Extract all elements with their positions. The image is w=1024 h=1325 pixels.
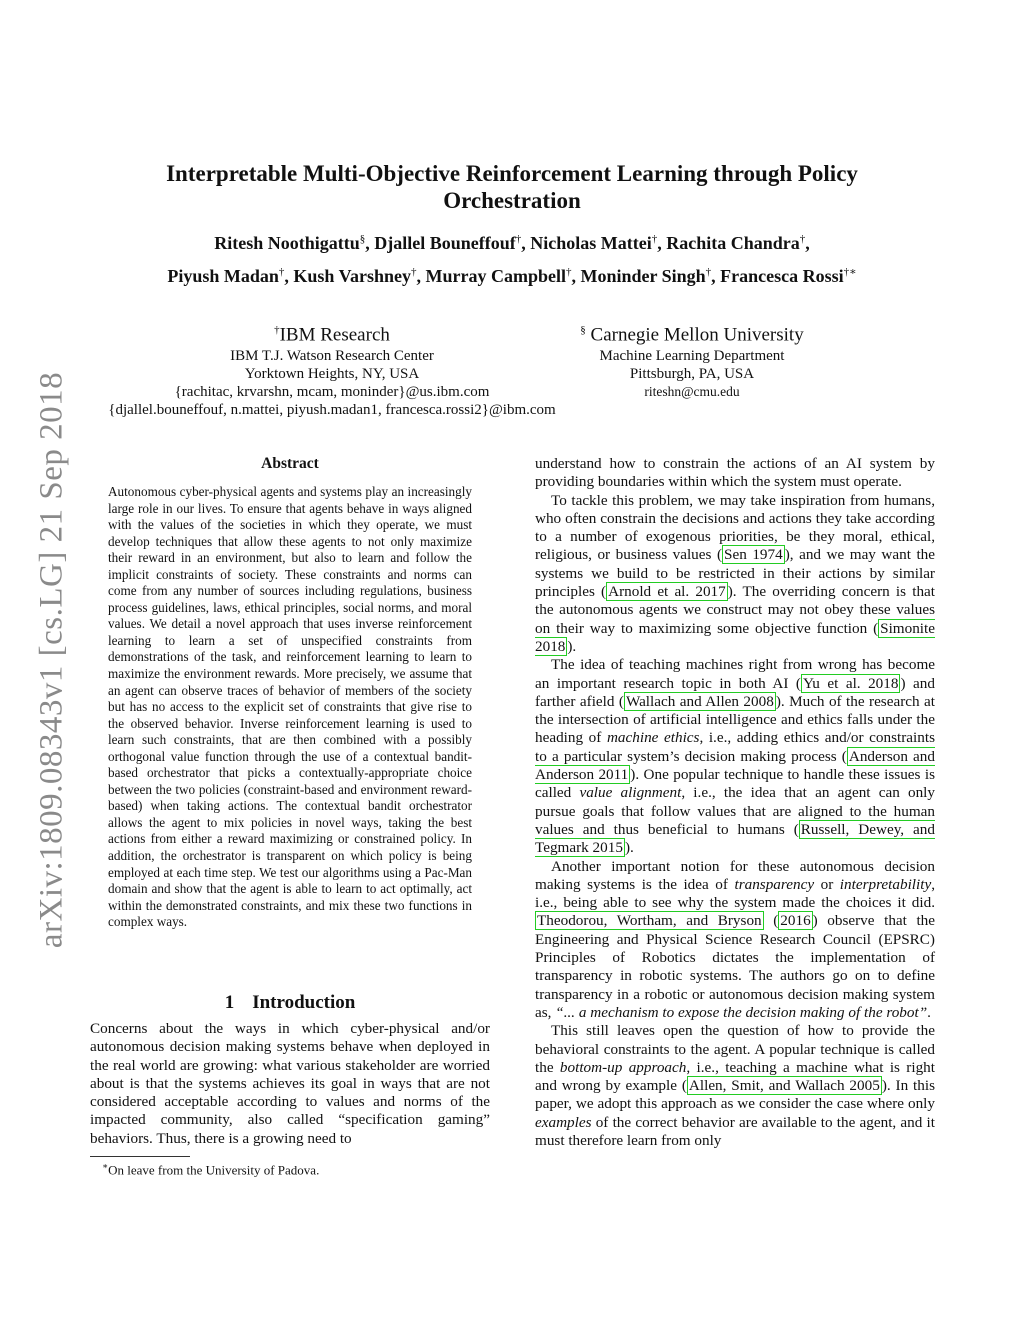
- affiliation-mark: †∗: [843, 266, 857, 278]
- author-name: Francesca Rossi: [720, 266, 844, 286]
- affiliation-email: riteshn@cmu.edu: [644, 384, 740, 400]
- footnote-text: On leave from the University of Padova.: [108, 1162, 320, 1178]
- citation-link[interactable]: Arnold et al. 2017: [608, 583, 726, 601]
- affiliation-line: Pittsburgh, PA, USA: [629, 366, 755, 383]
- affiliation-email: {rachitac, krvarshn, mcam, moninder}@us.ibm.com: [174, 384, 490, 401]
- citation-link[interactable]: Anderson and Anderson 2011: [535, 747, 935, 784]
- paper-title: Interpretable Multi-Objective Reinforcement Learning through Policy Orchestration: [166, 161, 858, 213]
- section-number: 1: [224, 992, 235, 1013]
- abstract-text: Autonomous cyber-physical agents and systems play an increasingly large role in our lives. To ensure that agents behave in ways aligned with the values of the societies in which they operate, we must develop techniques that allow these agents to not only maximize their reward in an environment, but also to learn and follow the implicit constraints of society. These constraints and norms can come from any number of sources including regulations, business process guidelines, laws, ethical principles, social norms, and moral values. We detail a novel approach that uses inverse reinforcement learning to learn a set of unspecified constraints from demonstrations of the task, and reinforcement learning to learn to maximize the environment rewards. More precisely, we assume that an agent can observe traces of behavior of members of the society but has no access to the explicit set of constraints that give rise to the observed behavior. Inverse reinforcement learning is used to learn such constraints, that are then combined with a possibly orthogonal value function through the use of a contextual bandit-based orchestrator that picks a contextually-appropriate choice between the two policies (constraint-based and environment reward-based) when taking actions. The contextual bandit orchestrator allows the agent to mix policies in novel ways, taking the best actions from either a reward maximizing or constrained policy. In addition, the orchestrator is transparent on which policy is being employed at each time step. We test our algorithms using a Pac-Man domain and show that the agent is able to learn to act optimally, act within the demonstrated constraints, and mix these two functions in complex ways.: [108, 484, 472, 930]
- citation-link[interactable]: Yu et al. 2018: [802, 674, 899, 692]
- affiliation-name: IBM Research: [279, 324, 390, 346]
- affiliation-mark: †: [799, 233, 806, 245]
- author-name: Kush Varshney: [293, 266, 411, 286]
- author-name: Piyush Madan: [167, 266, 279, 286]
- author-name: Djallel Bouneffouf: [374, 233, 516, 253]
- footnote-mark: ∗: [102, 1161, 109, 1171]
- citation-link[interactable]: Theodorou, Wortham, and Bryson: [537, 912, 762, 930]
- paragraph: The idea of teaching machines right from wrong has become an important research topic in both AI ( Yu et al. 2018 ) and farther afield ( Wallach and Allen 2008 ). Much of the research at the intersection of artificial intelligence and ethics falls under the heading of machine ethics, i.e., adding ethics and/or constraints to a particular system’s decision making process ( Anderson and Anderson 2011 ). One popular technique to handle these issues is called value alignment, i.e., the idea that an agent can only pursue goals that follow values that are aligned to the human values and thus beneficial to humans ( Russell, Dewey, and Tegmark 2015 ).: [535, 656, 935, 857]
- affiliation-mark: †: [705, 266, 712, 278]
- author-line-2: Piyush Madan†, Kush Varshney†, Murray Campbell†, Moninder Singh†, Francesca Rossi†∗: [167, 266, 857, 286]
- affiliation-mark: †: [565, 266, 572, 278]
- affiliation-email: {djallel.bouneffouf, n.mattei, piyush.madan1, francesca.rossi2}@ibm.com: [108, 402, 556, 419]
- affiliation-ibm: †IBM Research IBM T.J. Watson Research Center Yorktown Heights, NY, USA {rachitac, krvarshn, mcam, moninder}@us.ibm.com {djallel.bouneffouf, n.mattei, piyush.madan1, francesca.rossi2}@ibm.com: [100, 318, 564, 419]
- affiliation-cmu: § Carnegie Mellon University Machine Learning Department Pittsburgh, PA, USA riteshn@cmu.edu: [560, 318, 824, 401]
- affiliation-mark: †: [410, 266, 417, 278]
- citation-link[interactable]: Russell, Dewey, and Tegmark 2015: [535, 820, 935, 857]
- affiliation-mark: †: [278, 266, 285, 278]
- abstract-heading: Abstract: [261, 455, 319, 472]
- section-heading-introduction: [90, 992, 490, 1014]
- footnote-rule: [90, 1156, 190, 1157]
- author-name: Ritesh Noothigattu: [214, 233, 360, 253]
- paragraph: Another important notion for these autonomous decision making systems is the idea of transparency or interpretability, i.e., being able to see why the system made the choices it did. Theodorou, Wortham, and Bryson ( 2016 ) observe that the Engineering and Physical Science Research Council (EPSRC) Principles of Robotics dictates the implementation of transparency in robotic systems. The authors go on to define transparency in a robotic or autonomous decision making system as, “... a mechanism to expose the decision making of the robot”.: [535, 857, 936, 1021]
- author-name: Moninder Singh: [580, 266, 706, 286]
- paragraph: understand how to constrain the actions of an AI system by providing boundaries within which the system must operate.: [535, 455, 935, 491]
- author-name: Murray Campbell: [425, 266, 566, 286]
- footnote: [102, 1161, 319, 1178]
- section-title: Introduction: [252, 992, 356, 1013]
- affiliation-line: Machine Learning Department: [599, 348, 785, 365]
- citation-link[interactable]: Wallach and Allen 2008: [625, 692, 774, 710]
- affiliation-line: IBM T.J. Watson Research Center: [230, 348, 434, 365]
- citation-link[interactable]: Sen 1974: [724, 546, 783, 564]
- intro-paragraph: Concerns about the ways in which cyber-physical and/or autonomous decision making systems behave when deployed in the real world are growing: what various stakeholder are worried about is that the systems achieves its goal in ways that are not considered acceptable according to values and norms of the impacted community, also called “specification gaming” behaviors. Thus, there is a growing need to: [90, 1020, 490, 1147]
- right-column: [535, 455, 935, 1150]
- arxiv-stamp: arXiv:1809.08343v1 [cs.LG] 21 Sep 2018: [33, 371, 70, 949]
- affiliation-mark: §: [359, 233, 366, 245]
- affiliation-mark: †: [515, 233, 522, 245]
- author-name: Rachita Chandra: [666, 233, 800, 253]
- paragraph: To tackle this problem, we may take inspiration from humans, who often constrain the decisions and actions they take according to a number of exogenous priorities, be they moral, ethical, religious, or business values ( Sen 1974 ), and we may want the systems we build to be restricted in their actions by similar principles ( Arnold et al. 2017 ). The overriding concern is that the autonomous agents we construct may not obey these values on their way to maximizing some objective function ( Simonite 2018 ).: [535, 491, 936, 655]
- paragraph: This still leaves open the question of how to provide the behavioral constraints to the agent. A popular technique is called the bottom-up approach, i.e., teaching a machine what is right and wrong by example ( Allen, Smit, and Wallach 2005 ). In this paper, we adopt this approach as we consider the case where only examples of the correct behavior are available to the agent, and it must therefore learn from only: [535, 1022, 935, 1149]
- affiliation-name: Carnegie Mellon University: [590, 324, 804, 346]
- affiliation-mark: †: [651, 233, 658, 245]
- affiliation-line: Yorktown Heights, NY, USA: [244, 366, 420, 383]
- citation-link[interactable]: Simonite 2018: [535, 619, 935, 655]
- author-name: Nicholas Mattei: [530, 233, 652, 253]
- author-line-1: Ritesh Noothigattu§, Djallel Bouneffouf†, Nicholas Mattei†, Rachita Chandra†,: [214, 233, 810, 253]
- citation-link[interactable]: 2016: [780, 912, 811, 930]
- citation-link[interactable]: Allen, Smit, and Wallach 2005: [688, 1077, 880, 1095]
